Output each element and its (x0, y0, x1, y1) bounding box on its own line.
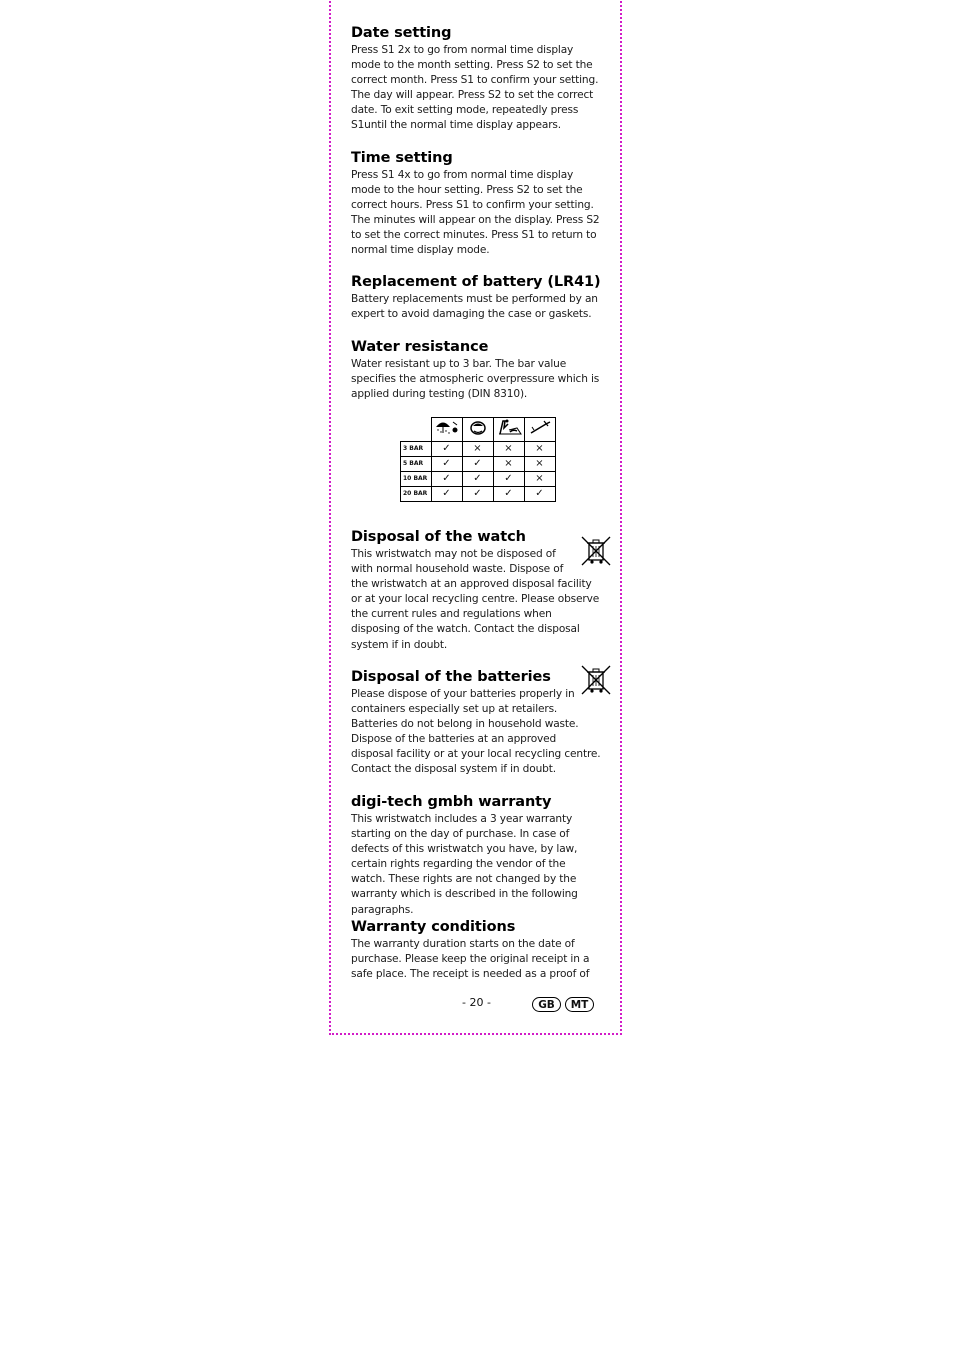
warranty-conditions-heading: Warranty conditions (351, 919, 516, 935)
rain-splash-icon (431, 418, 462, 442)
water-resistance-text: Water resistant up to 3 bar. The bar value specifies the atmospheric overpressure which is applied during testing (DIN 8310). (351, 358, 600, 401)
disposal-watch-section (351, 528, 601, 653)
disposal-watch-line-2: with normal household waste. Dispose of (351, 563, 564, 576)
time-setting-heading: Time setting (351, 150, 453, 166)
disposal-watch-heading: Disposal of the watch (351, 529, 526, 545)
disposal-watch-line-1: This wristwatch may not be disposed of (351, 548, 556, 560)
table-cell: × (524, 457, 555, 472)
disposal-batteries-heading: Disposal of the batteries (351, 669, 551, 685)
table-cell: ✓ (431, 457, 462, 472)
table-cell: ✓ (524, 487, 555, 502)
table-header-row (401, 418, 556, 442)
date-setting-heading: Date setting (351, 25, 452, 41)
warranty-text: This wristwatch includes a 3 year warranty starting on the day of purchase. In case of defects of this wristwatch you have, by law, certain rights regarding the vendor of the watch. These rights are not changed by the warranty which is described in the following paragraphs. (351, 813, 578, 916)
disposal-watch-text: the wristwatch at an approved disposal facility or at your local recycling centre. Please observe the current rules and regulations when disposing of the watch. Contact the disposal system if in doubt. (351, 578, 600, 651)
row-label: 5 BAR (401, 457, 432, 472)
page-number: - 20 - (462, 996, 491, 1009)
table-row (401, 442, 556, 457)
table-cell: × (524, 442, 555, 457)
battery-heading: Replacement of battery (LR41) (351, 274, 601, 290)
table-row (401, 472, 556, 487)
battery-text: Battery replacements must be performed by an expert to avoid damaging the case or gaskets. (351, 293, 598, 321)
row-label: 3 BAR (401, 442, 432, 457)
table-cell: ✓ (431, 442, 462, 457)
water-resistance-table (400, 417, 556, 502)
table-cell: ✓ (493, 487, 524, 502)
water-resistance-heading: Water resistance (351, 339, 489, 355)
battery-section (351, 273, 601, 322)
warranty-section (351, 793, 601, 918)
diving-snorkel-icon (524, 418, 555, 442)
table-cell: ✓ (493, 472, 524, 487)
water-resistance-section (351, 338, 601, 402)
table-row (401, 457, 556, 472)
table-cell: ✓ (462, 457, 493, 472)
table-cell: × (462, 442, 493, 457)
disposal-batteries-text: Please dispose of your batteries properly in containers especially set up at retailers. Batteries do not belong in household waste. Dispose of the batteries at an approved disposal facility or at your local recycling centre. Contact the disposal system if in doubt. (351, 688, 601, 776)
disposal-batteries-section (351, 668, 601, 778)
table-cell: × (493, 442, 524, 457)
date-setting-section (351, 24, 601, 134)
warranty-conditions-text: The warranty duration starts on the date of purchase. Please keep the original receipt in a safe place. The receipt is needed as a proof of (351, 938, 590, 981)
table-cell: × (493, 457, 524, 472)
table-row (401, 487, 556, 502)
warranty-conditions-section (351, 918, 601, 982)
date-setting-text: Press S1 2x to go from normal time display mode to the month setting. Press S2 to set the correct month. Press S1 to confirm your setting. The day will appear. Press S2 to set the correct date. To exit setting mode, repeatedly press S1until the normal time display appears. (351, 44, 599, 132)
time-setting-section (351, 149, 601, 259)
time-setting-text: Press S1 4x to go from normal time display mode to the hour setting. Press S2 to set the correct hours. Press S1 to confirm your setting. The minutes will appear on the display. Press S2 to set the correct minutes. Press S1 to return to normal time display mode. (351, 169, 600, 257)
language-badge-mt: MT (565, 997, 594, 1012)
crossed-out-bin-icon (580, 664, 612, 696)
row-label: 10 BAR (401, 472, 432, 487)
table-cell: ✓ (431, 487, 462, 502)
table-cell: ✓ (462, 472, 493, 487)
table-cell: ✓ (431, 472, 462, 487)
crossed-out-bin-icon (580, 535, 612, 567)
swimming-icon (493, 418, 524, 442)
hand-washing-icon (462, 418, 493, 442)
row-label: 20 BAR (401, 487, 432, 502)
table-cell: ✓ (462, 487, 493, 502)
language-badge-gb: GB (532, 997, 561, 1012)
table-cell: × (524, 472, 555, 487)
warranty-heading: digi-tech gmbh warranty (351, 794, 552, 810)
